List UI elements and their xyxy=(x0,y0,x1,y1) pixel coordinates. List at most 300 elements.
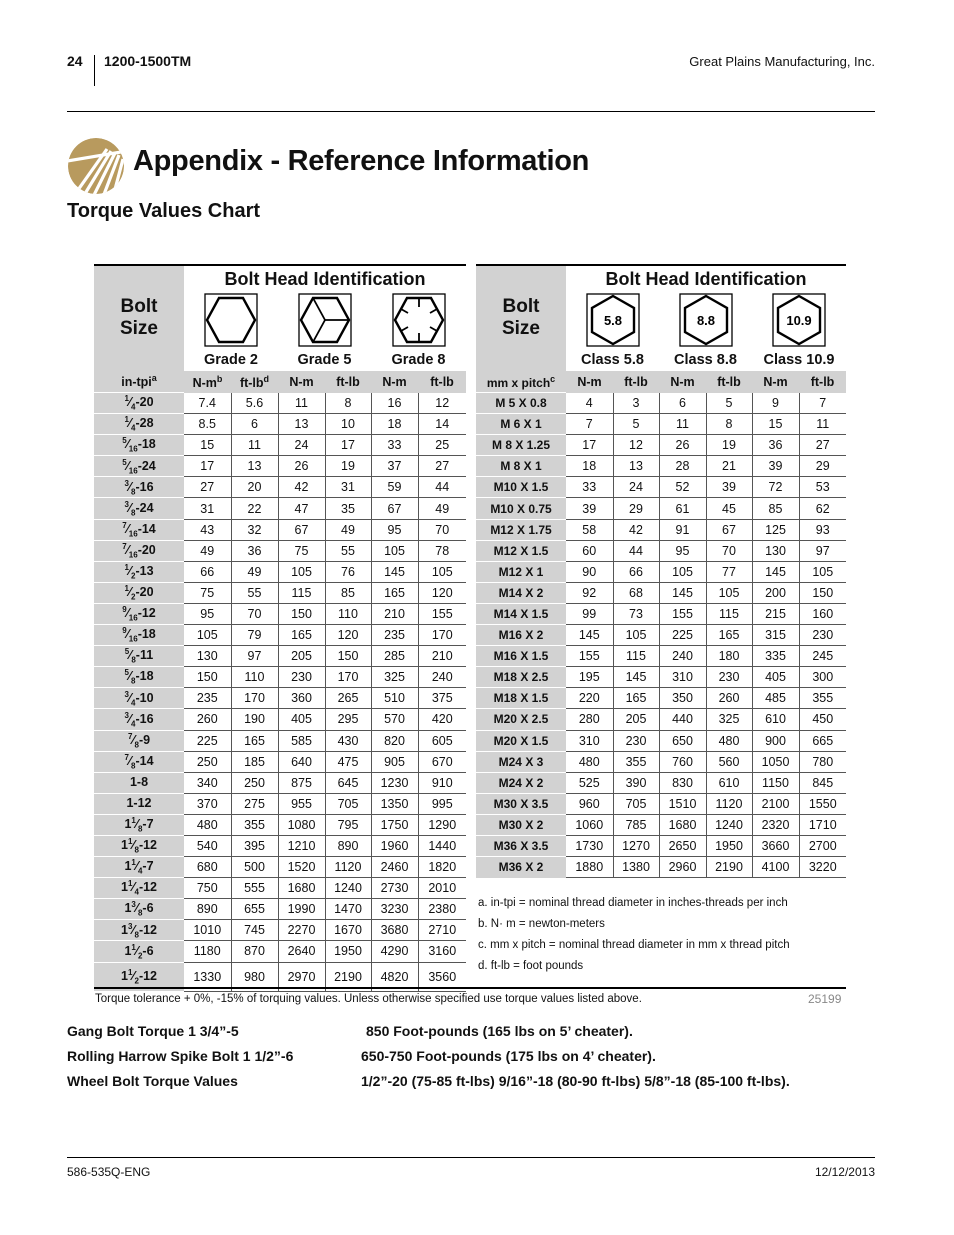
torque-value-cell: 890 xyxy=(325,835,371,856)
bolt-size-cell: $1^3⁄_8-6$ xyxy=(94,899,184,920)
bolt-size-cell: M12 X 1.75 xyxy=(476,519,566,540)
bolt-size-cell: $1^1⁄_4-12$ xyxy=(94,878,184,899)
bolt-size-cell: M36 X 3.5 xyxy=(476,835,566,856)
torque-value-cell: 680 xyxy=(184,857,231,878)
torque-value-cell: 2710 xyxy=(418,920,466,941)
torque-value-cell: 1350 xyxy=(371,793,418,814)
torque-value-cell: 20 xyxy=(231,477,278,498)
bolt-size-cell: M10 X 0.75 xyxy=(476,498,566,519)
torque-value-cell: 105 xyxy=(418,561,466,582)
bolt-size-cell: M20 X 2.5 xyxy=(476,709,566,730)
torque-value-cell: 27 xyxy=(799,435,846,456)
table-row xyxy=(476,498,846,519)
torque-value-cell: 555 xyxy=(231,878,278,899)
torque-value-cell: 67 xyxy=(706,519,752,540)
torque-value-cell: 1710 xyxy=(799,814,846,835)
unit-header: N-m xyxy=(371,371,418,393)
section-title: Torque Values Chart xyxy=(67,200,261,222)
torque-value-cell: 1680 xyxy=(659,814,706,835)
torque-value-cell: 145 xyxy=(659,582,706,603)
torque-value-cell: 1960 xyxy=(371,835,418,856)
torque-value-cell: 960 xyxy=(566,793,613,814)
torque-value-cell: 3560 xyxy=(418,962,466,991)
torque-value-cell: 1330 xyxy=(184,962,231,991)
torque-value-cell: 8.5 xyxy=(184,414,231,435)
table-row xyxy=(476,646,846,667)
footnotes xyxy=(478,893,790,977)
bolt-size-cell: 1-8 xyxy=(94,772,184,793)
torque-value-cell: 1680 xyxy=(278,878,325,899)
bolt-size-cell: 1-12 xyxy=(94,793,184,814)
torque-value-cell: 2960 xyxy=(659,857,706,878)
grade-8-header: Grade 8 xyxy=(371,292,466,371)
table-row xyxy=(476,519,846,540)
torque-value-cell: 1010 xyxy=(184,920,231,941)
footnote: b. N· m = newton-meters xyxy=(478,918,605,930)
torque-value-cell: 610 xyxy=(752,709,799,730)
torque-value-cell: 61 xyxy=(659,498,706,519)
torque-value-cell: 18 xyxy=(371,414,418,435)
torque-value-cell: 480 xyxy=(566,751,613,772)
torque-value-cell: 185 xyxy=(231,751,278,772)
torque-value-cell: 18 xyxy=(566,456,613,477)
torque-value-cell: 95 xyxy=(371,519,418,540)
table-row xyxy=(94,835,466,856)
torque-value-cell: 1990 xyxy=(278,899,325,920)
torque-value-cell: 73 xyxy=(613,603,659,624)
torque-value-cell: 230 xyxy=(706,667,752,688)
torque-value-cell: 570 xyxy=(371,709,418,730)
bolt-size-cell: $^5⁄_{16}-18$ xyxy=(94,435,184,456)
bolt-size-cell: M20 X 1.5 xyxy=(476,730,566,751)
torque-value-cell: 130 xyxy=(184,646,231,667)
torque-value-cell: 12 xyxy=(418,393,466,414)
bolt-size-cell: $^3⁄_4-10$ xyxy=(94,688,184,709)
bolt-size-cell: $^1⁄_2-13$ xyxy=(94,561,184,582)
torque-value-cell: 195 xyxy=(566,667,613,688)
torque-value-cell: 370 xyxy=(184,793,231,814)
torque-value-cell: 905 xyxy=(371,751,418,772)
table-row xyxy=(94,646,466,667)
table-row xyxy=(94,414,466,435)
svg-text:10.9: 10.9 xyxy=(786,313,812,328)
torque-value-cell: 150 xyxy=(799,582,846,603)
torque-value-cell: 500 xyxy=(231,857,278,878)
torque-value-cell: 39 xyxy=(566,498,613,519)
table-row xyxy=(476,414,846,435)
torque-value-cell: 4290 xyxy=(371,941,418,962)
torque-value-cell: 35 xyxy=(325,498,371,519)
torque-value-cell: 7 xyxy=(799,393,846,414)
torque-value-cell: 75 xyxy=(184,582,231,603)
torque-value-cell: 665 xyxy=(799,730,846,751)
torque-value-cell: 205 xyxy=(613,709,659,730)
table-row xyxy=(94,688,466,709)
header-divider xyxy=(94,55,95,86)
torque-value-cell: 230 xyxy=(613,730,659,751)
table-row xyxy=(476,835,846,856)
bolt-size-cell: M16 X 2 xyxy=(476,625,566,646)
torque-value-cell: 225 xyxy=(184,730,231,751)
table-row xyxy=(94,625,466,646)
imperial-bolt-head-id-header: Bolt Head Identification xyxy=(184,265,466,292)
torque-value-cell: 245 xyxy=(799,646,846,667)
torque-value-cell: 1950 xyxy=(325,941,371,962)
table-row xyxy=(94,540,466,561)
bolt-size-cell: $^9⁄_{16}-12$ xyxy=(94,603,184,624)
torque-value-cell: 230 xyxy=(278,667,325,688)
torque-value-cell: 1510 xyxy=(659,793,706,814)
torque-value-cell: 1150 xyxy=(752,772,799,793)
torque-value-cell: 510 xyxy=(371,688,418,709)
torque-value-cell: 155 xyxy=(659,603,706,624)
torque-value-cell: 275 xyxy=(231,793,278,814)
bolt-size-cell: $^5⁄_8-11$ xyxy=(94,646,184,667)
torque-value-cell: 1820 xyxy=(418,857,466,878)
torque-value-cell: 125 xyxy=(752,519,799,540)
spec-label: Rolling Harrow Spike Bolt 1 1/2”-6 xyxy=(67,1048,294,1064)
appendix-title: Appendix - Reference Information xyxy=(133,145,590,177)
torque-value-cell: 26 xyxy=(278,456,325,477)
torque-value-cell: 16 xyxy=(371,393,418,414)
torque-value-cell: 160 xyxy=(799,603,846,624)
torque-value-cell: 355 xyxy=(799,688,846,709)
footer-rule xyxy=(67,1157,875,1158)
table-row xyxy=(476,477,846,498)
torque-value-cell: 11 xyxy=(231,435,278,456)
torque-value-cell: 115 xyxy=(613,646,659,667)
class-8.8-bolt-head-icon xyxy=(678,292,734,348)
torque-value-cell: 1880 xyxy=(566,857,613,878)
bolt-size-cell: $^1⁄_2-20$ xyxy=(94,582,184,603)
torque-value-cell: 285 xyxy=(371,646,418,667)
torque-value-cell: 485 xyxy=(752,688,799,709)
torque-value-cell: 120 xyxy=(418,582,466,603)
table-row xyxy=(94,498,466,519)
torque-value-cell: 745 xyxy=(231,920,278,941)
torque-value-cell: 67 xyxy=(371,498,418,519)
torque-value-cell: 325 xyxy=(371,667,418,688)
metric-bolt-head-id-header: Bolt Head Identification xyxy=(566,265,846,292)
torque-value-cell: 31 xyxy=(184,498,231,519)
table-row xyxy=(476,582,846,603)
table-row xyxy=(94,772,466,793)
torque-value-cell: 25 xyxy=(418,435,466,456)
table-row xyxy=(476,709,846,730)
spec-value: 650-750 Foot-pounds (175 lbs on 4’ cheater). xyxy=(361,1048,656,1064)
torque-value-cell: 44 xyxy=(613,540,659,561)
torque-value-cell: 85 xyxy=(752,498,799,519)
torque-value-cell: 1520 xyxy=(278,857,325,878)
torque-value-cell: 4820 xyxy=(371,962,418,991)
torque-value-cell: 640 xyxy=(278,751,325,772)
torque-value-cell: 115 xyxy=(278,582,325,603)
torque-value-cell: 3660 xyxy=(752,835,799,856)
grade-8-bolt-head-icon xyxy=(391,292,447,348)
torque-value-cell: 605 xyxy=(418,730,466,751)
torque-value-cell: 3230 xyxy=(371,899,418,920)
torque-value-cell: 2010 xyxy=(418,878,466,899)
table-row xyxy=(476,540,846,561)
torque-value-cell: 670 xyxy=(418,751,466,772)
table-row xyxy=(94,899,466,920)
torque-value-cell: 1230 xyxy=(371,772,418,793)
torque-value-cell: 68 xyxy=(613,582,659,603)
bolt-size-cell: M14 X 2 xyxy=(476,582,566,603)
table-row xyxy=(476,857,846,878)
torque-value-cell: 250 xyxy=(231,772,278,793)
torque-value-cell: 130 xyxy=(752,540,799,561)
table-row xyxy=(94,878,466,899)
torque-value-cell: 32 xyxy=(231,519,278,540)
torque-value-cell: 97 xyxy=(231,646,278,667)
torque-value-cell: 1270 xyxy=(613,835,659,856)
torque-value-cell: 705 xyxy=(613,793,659,814)
torque-value-cell: 1380 xyxy=(613,857,659,878)
metric-bolt-size-header: Bolt Size xyxy=(476,265,566,371)
torque-value-cell: 93 xyxy=(799,519,846,540)
torque-value-cell: 3220 xyxy=(799,857,846,878)
torque-value-cell: 10 xyxy=(325,414,371,435)
torque-value-cell: 150 xyxy=(325,646,371,667)
torque-value-cell: 105 xyxy=(799,561,846,582)
bolt-size-cell: $^1⁄_4-20$ xyxy=(94,393,184,414)
torque-value-cell: 43 xyxy=(184,519,231,540)
unit-header: N-m xyxy=(278,371,325,393)
torque-value-cell: 830 xyxy=(659,772,706,793)
torque-value-cell: 480 xyxy=(184,814,231,835)
torque-value-cell: 85 xyxy=(325,582,371,603)
torque-value-cell: 900 xyxy=(752,730,799,751)
torque-value-cell: 70 xyxy=(706,540,752,561)
torque-value-cell: 405 xyxy=(278,709,325,730)
bolt-size-cell: M 5 X 0.8 xyxy=(476,393,566,414)
torque-value-cell: 480 xyxy=(706,730,752,751)
torque-value-cell: 120 xyxy=(325,625,371,646)
table-row xyxy=(94,519,466,540)
torque-value-cell: 150 xyxy=(278,603,325,624)
footnote: c. mm x pitch = nominal thread diameter in mm x thread pitch xyxy=(478,939,790,951)
torque-value-cell: 115 xyxy=(706,603,752,624)
torque-value-cell: 795 xyxy=(325,814,371,835)
torque-value-cell: 310 xyxy=(566,730,613,751)
class-5.8-bolt-head-icon xyxy=(585,292,641,348)
table-row xyxy=(476,793,846,814)
torque-value-cell: 145 xyxy=(371,561,418,582)
torque-value-cell: 66 xyxy=(613,561,659,582)
spec-label: Wheel Bolt Torque Values xyxy=(67,1073,238,1089)
torque-value-cell: 13 xyxy=(278,414,325,435)
torque-value-cell: 105 xyxy=(184,625,231,646)
torque-value-cell: 6 xyxy=(659,393,706,414)
unit-header: N-m xyxy=(659,371,706,393)
svg-text:8.8: 8.8 xyxy=(696,313,715,328)
torque-value-cell: 165 xyxy=(706,625,752,646)
company-name: Great Plains Manufacturing, Inc. xyxy=(689,54,875,69)
torque-value-cell: 265 xyxy=(325,688,371,709)
bolt-size-cell: M18 X 2.5 xyxy=(476,667,566,688)
torque-value-cell: 1550 xyxy=(799,793,846,814)
torque-value-cell: 27 xyxy=(184,477,231,498)
torque-value-cell: 17 xyxy=(566,435,613,456)
tolerance-note: Torque tolerance + 0%, -15% of torquing values. Unless otherwise specified use torque values listed above. xyxy=(95,993,642,1005)
table-row xyxy=(476,625,846,646)
torque-value-cell: 585 xyxy=(278,730,325,751)
torque-value-cell: 1290 xyxy=(418,814,466,835)
torque-value-cell: 1080 xyxy=(278,814,325,835)
class-10.9-header: 10.9 Class 10.9 xyxy=(752,292,846,371)
torque-value-cell: 310 xyxy=(659,667,706,688)
bolt-size-cell: M30 X 2 xyxy=(476,814,566,835)
imperial-torque-table xyxy=(94,264,466,992)
table-row xyxy=(476,667,846,688)
torque-value-cell: 12 xyxy=(613,435,659,456)
torque-value-cell: 3160 xyxy=(418,941,466,962)
torque-value-cell: 105 xyxy=(613,625,659,646)
torque-value-cell: 42 xyxy=(613,519,659,540)
torque-value-cell: 440 xyxy=(659,709,706,730)
torque-value-cell: 980 xyxy=(231,962,278,991)
torque-value-cell: 105 xyxy=(278,561,325,582)
table-row xyxy=(476,751,846,772)
torque-value-cell: 240 xyxy=(418,667,466,688)
torque-value-cell: 105 xyxy=(371,540,418,561)
torque-value-cell: 1730 xyxy=(566,835,613,856)
torque-value-cell: 70 xyxy=(231,603,278,624)
grade-2-header: Grade 2 xyxy=(184,292,278,371)
torque-value-cell: 49 xyxy=(325,519,371,540)
torque-value-cell: 8 xyxy=(325,393,371,414)
torque-value-cell: 66 xyxy=(184,561,231,582)
torque-value-cell: 995 xyxy=(418,793,466,814)
torque-value-cell: 17 xyxy=(184,456,231,477)
grade-2-bolt-head-icon xyxy=(203,292,259,348)
torque-value-cell: 655 xyxy=(231,899,278,920)
torque-value-cell: 145 xyxy=(566,625,613,646)
torque-value-cell: 3680 xyxy=(371,920,418,941)
torque-value-cell: 165 xyxy=(371,582,418,603)
torque-value-cell: 260 xyxy=(706,688,752,709)
torque-value-cell: 875 xyxy=(278,772,325,793)
torque-value-cell: 67 xyxy=(278,519,325,540)
table-row xyxy=(94,793,466,814)
torque-value-cell: 260 xyxy=(184,709,231,730)
torque-value-cell: 8 xyxy=(706,414,752,435)
torque-value-cell: 1060 xyxy=(566,814,613,835)
bolt-size-cell: $1^1⁄_4-7$ xyxy=(94,857,184,878)
bolt-size-cell: $^7⁄_{16}-14$ xyxy=(94,519,184,540)
torque-value-cell: 230 xyxy=(799,625,846,646)
torque-value-cell: 29 xyxy=(613,498,659,519)
torque-value-cell: 77 xyxy=(706,561,752,582)
torque-value-cell: 335 xyxy=(752,646,799,667)
torque-value-cell: 955 xyxy=(278,793,325,814)
torque-value-cell: 280 xyxy=(566,709,613,730)
torque-value-cell: 19 xyxy=(325,456,371,477)
torque-value-cell: 28 xyxy=(659,456,706,477)
torque-value-cell: 1470 xyxy=(325,899,371,920)
bolt-size-cell: M 8 X 1 xyxy=(476,456,566,477)
torque-value-cell: 110 xyxy=(325,603,371,624)
table-row xyxy=(476,814,846,835)
torque-value-cell: 180 xyxy=(706,646,752,667)
bolt-size-cell: M14 X 1.5 xyxy=(476,603,566,624)
torque-value-cell: 6 xyxy=(231,414,278,435)
torque-value-cell: 11 xyxy=(659,414,706,435)
table-row xyxy=(94,477,466,498)
torque-value-cell: 2730 xyxy=(371,878,418,899)
torque-value-cell: 92 xyxy=(566,582,613,603)
torque-value-cell: 1210 xyxy=(278,835,325,856)
torque-value-cell: 37 xyxy=(371,456,418,477)
torque-value-cell: 26 xyxy=(659,435,706,456)
torque-value-cell: 33 xyxy=(371,435,418,456)
great-plains-logo-icon xyxy=(67,137,125,200)
torque-value-cell: 33 xyxy=(566,477,613,498)
torque-value-cell: 39 xyxy=(752,456,799,477)
torque-value-cell: 785 xyxy=(613,814,659,835)
bolt-size-cell: $^9⁄_{16}-18$ xyxy=(94,625,184,646)
bolt-size-cell: $1^1⁄_8-7$ xyxy=(94,814,184,835)
bolt-size-cell: $^5⁄_{16}-24$ xyxy=(94,456,184,477)
torque-value-cell: 62 xyxy=(799,498,846,519)
torque-value-cell: 1670 xyxy=(325,920,371,941)
torque-value-cell: 53 xyxy=(799,477,846,498)
torque-value-cell: 165 xyxy=(231,730,278,751)
document-number: 586-535Q-ENG xyxy=(67,1165,151,1179)
torque-value-cell: 645 xyxy=(325,772,371,793)
torque-value-cell: 1050 xyxy=(752,751,799,772)
torque-value-cell: 205 xyxy=(278,646,325,667)
torque-value-cell: 165 xyxy=(613,688,659,709)
torque-value-cell: 540 xyxy=(184,835,231,856)
bolt-size-cell: $^3⁄_8-16$ xyxy=(94,477,184,498)
spec-value: 850 Foot-pounds (165 lbs on 5’ cheater). xyxy=(366,1023,633,1039)
torque-value-cell: 235 xyxy=(184,688,231,709)
torque-value-cell: 2970 xyxy=(278,962,325,991)
torque-value-cell: 59 xyxy=(371,477,418,498)
torque-value-cell: 350 xyxy=(659,688,706,709)
table-row xyxy=(476,435,846,456)
torque-value-cell: 21 xyxy=(706,456,752,477)
torque-value-cell: 430 xyxy=(325,730,371,751)
torque-value-cell: 910 xyxy=(418,772,466,793)
bolt-size-cell: M36 X 2 xyxy=(476,857,566,878)
torque-value-cell: 79 xyxy=(231,625,278,646)
torque-value-cell: 14 xyxy=(418,414,466,435)
torque-value-cell: 95 xyxy=(184,603,231,624)
unit-header: ft-lb xyxy=(799,371,846,393)
torque-value-cell: 845 xyxy=(799,772,846,793)
torque-value-cell: 315 xyxy=(752,625,799,646)
torque-value-cell: 19 xyxy=(706,435,752,456)
torque-value-cell: 405 xyxy=(752,667,799,688)
table-row xyxy=(94,561,466,582)
torque-value-cell: 58 xyxy=(566,519,613,540)
torque-value-cell: 1120 xyxy=(325,857,371,878)
torque-value-cell: 325 xyxy=(706,709,752,730)
torque-value-cell: 52 xyxy=(659,477,706,498)
torque-value-cell: 750 xyxy=(184,878,231,899)
torque-value-cell: 1120 xyxy=(706,793,752,814)
torque-value-cell: 870 xyxy=(231,941,278,962)
torque-value-cell: 15 xyxy=(184,435,231,456)
bolt-size-cell: M24 X 3 xyxy=(476,751,566,772)
table-row xyxy=(476,730,846,751)
unit-header: ft-lb$^d$ xyxy=(231,371,278,393)
imperial-size-unit-header: in-tpi$^a$ xyxy=(94,371,184,393)
torque-value-cell: 360 xyxy=(278,688,325,709)
